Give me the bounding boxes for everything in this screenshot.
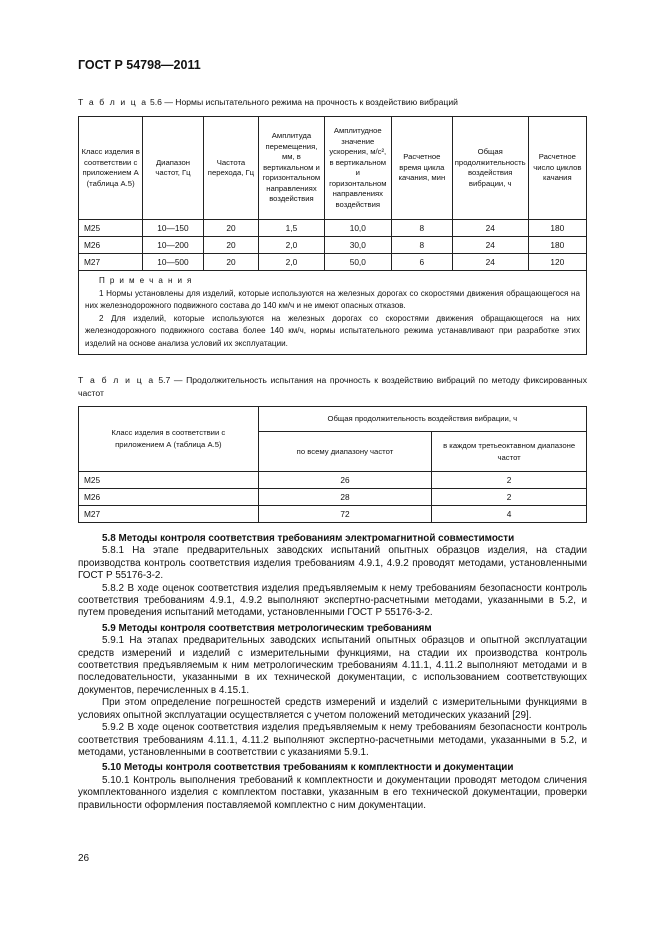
cell: М25 xyxy=(79,220,143,237)
cell: М26 xyxy=(79,237,143,254)
caption-label: Т а б л и ц а xyxy=(78,375,155,385)
cell: 10,0 xyxy=(324,220,391,237)
header-cell: по всему диапазону частот xyxy=(258,432,432,472)
cell: 8 xyxy=(391,220,452,237)
header-cell: Диапазон частот, Гц xyxy=(143,117,203,220)
header-cell: Частота перехода, Гц xyxy=(203,117,259,220)
cell: 8 xyxy=(391,237,452,254)
body-text xyxy=(78,530,587,812)
cell: 2 xyxy=(432,472,587,489)
cell: 2,0 xyxy=(259,237,324,254)
cell: 120 xyxy=(528,254,586,271)
paragraph: При этом определение погрешностей средств измерений и изделий с измерительными функциями в условиях опытной эксплуатации осуществляется с учетом положений методических указаний [29]. xyxy=(78,697,587,721)
paragraph: 5.9.2 В ходе оценок соответствия изделия предъявляемым к нему требованиям безопасности контроль соответствия требованиям 4.11.1, 4.11.2 выполняют экспертно-расчетными методами, указанными в 5.2, и методами, установленными в соответствии с указаниями 5.9.1. xyxy=(78,722,587,758)
header-cell: Амплитуда перемещения, мм, в вертикальном и горизонтальном направлениях воздействия xyxy=(259,117,324,220)
cell: 30,0 xyxy=(324,237,391,254)
notes-title: П р и м е ч а н и я xyxy=(99,276,193,285)
section-heading: 5.9 Методы контроля соответствия метрологическим требованиям xyxy=(102,622,432,634)
header-cell: Общая продолжительность воздействия вибрации, ч xyxy=(258,407,586,432)
section-heading: 5.8 Методы контроля соответствия требованиям электромагнитной совместимости xyxy=(102,533,515,544)
table-5-6 xyxy=(78,116,587,355)
cell: М27 xyxy=(79,506,259,523)
table-5-7-caption xyxy=(78,374,587,400)
paragraph: 5.8.2 В ходе оценок соответствия изделия предъявляемым к нему требованиям безопасности контроль соответствия требованиям 4.9.1, 4.9.2 выполняют экспертно-расчетными методами, указанными в 5.2, и путем проведения испытаний методами, установленными ГОСТ Р 55176-3-2. xyxy=(78,582,587,619)
header-cell: Расчетное число циклов качания xyxy=(528,117,586,220)
table-row xyxy=(79,472,587,489)
cell: 28 xyxy=(258,489,432,506)
cell: 24 xyxy=(452,254,528,271)
cell: 20 xyxy=(203,237,259,254)
cell: 6 xyxy=(391,254,452,271)
header-cell: Амплитудное значение ускорения, м/с², в вертикальном и горизонтальном направлениях воздействия xyxy=(324,117,391,220)
cell: 24 xyxy=(452,220,528,237)
table-row xyxy=(79,506,587,523)
cell: 2,0 xyxy=(259,254,324,271)
cell: 20 xyxy=(203,254,259,271)
table-row xyxy=(79,220,587,237)
header-cell: Общая продолжительность воздействия вибрации, ч xyxy=(452,117,528,220)
cell: М27 xyxy=(79,254,143,271)
paragraph: 5.8.1 На этапе предварительных заводских испытаний опытных образцов изделия, на стадии производства контроль соответствия изделия требованиям 4.9.1, 4.9.2 проводят методами, установленными ГОСТ Р 55176-3-2. xyxy=(78,545,587,582)
cell: 10—150 xyxy=(143,220,203,237)
cell: 1,5 xyxy=(259,220,324,237)
table-notes xyxy=(79,271,587,355)
table-5-7 xyxy=(78,406,587,523)
section-heading: 5.10 Методы контроля соответствия требованиям к комплектности и документации xyxy=(102,762,514,774)
header-cell: в каждом третьеоктавном диапазоне частот xyxy=(432,432,587,472)
table-row xyxy=(79,254,587,271)
header-cell: Расчетное время цикла качания, мин xyxy=(391,117,452,220)
header-cell: Класс изделия в соответствии с приложением А (таблица А.5) xyxy=(79,117,143,220)
cell: 180 xyxy=(528,237,586,254)
paragraph: 5.10.1 Контроль выполнения требований к комплектности и документации проводят методом сличения укомплектованного изделия с комплектом поставки, указанным в его технической документации, проверки правильности оформления поставляемой комплектно с ним документации. xyxy=(78,774,587,811)
cell: 2 xyxy=(432,489,587,506)
table-row xyxy=(79,237,587,254)
cell: 180 xyxy=(528,220,586,237)
cell: 10—200 xyxy=(143,237,203,254)
cell: 24 xyxy=(452,237,528,254)
header-cell: Класс изделия в соответствии с приложением А (таблица А.5) xyxy=(79,407,259,472)
cell: 72 xyxy=(258,506,432,523)
table-row xyxy=(79,489,587,506)
page-header: ГОСТ Р 54798—2011 xyxy=(78,58,201,72)
caption-text: 5.6 — Нормы испытательного режима на прочность к воздействию вибраций xyxy=(147,97,458,107)
caption-text: 5.7 — Продолжительность испытания на прочность к воздействию вибраций по методу фиксированных частот xyxy=(78,375,588,398)
note-1: 1 Нормы установлены для изделий, которые используются на железных дорогах со скоростями движения обращающегося на них железнодорожного подвижного состава до 140 км/ч и не имеют опасных отказов. xyxy=(85,288,580,310)
cell: М25 xyxy=(79,472,259,489)
cell: М26 xyxy=(79,489,259,506)
page-number: 26 xyxy=(78,853,90,864)
cell: 20 xyxy=(203,220,259,237)
paragraph: 5.9.1 На этапах предварительных заводских испытаний опытных образцов и опытной эксплуатации средств измерений и изделий с измерительными функциями, на стадии их производства контроль соответствия предъявляемым к ним метрологическим требованиям 4.11.1, 4.11.2 выполняют методами и в последовательности, указанными в их технической документации, с использованием соответствующих документов, перечисленных в 4.15.1. xyxy=(78,635,587,696)
caption-label: Т а б л и ц а xyxy=(78,97,148,107)
cell: 10—500 xyxy=(143,254,203,271)
cell: 50,0 xyxy=(324,254,391,271)
cell: 26 xyxy=(258,472,432,489)
table-5-6-caption xyxy=(78,96,598,109)
cell: 4 xyxy=(432,506,587,523)
note-2: 2 Для изделий, которые используются на железных дорогах со скоростями движения обращающегося на них железнодорожного подвижного состава более 140 км/ч, нормы испытательного режима устанавливают при разработке этих изделий на основе анализа условий их эксплуатации. xyxy=(85,313,580,348)
